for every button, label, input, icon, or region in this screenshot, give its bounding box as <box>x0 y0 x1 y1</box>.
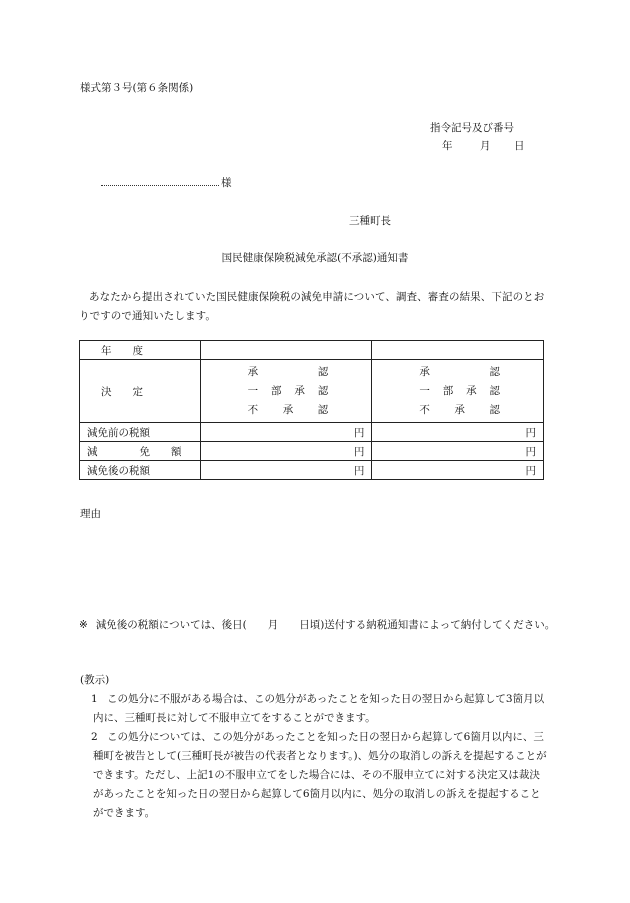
addressee-line <box>101 175 232 190</box>
year-cell-2 <box>372 341 544 360</box>
option-char: 承 <box>247 365 259 378</box>
date-month: 月 <box>480 140 491 152</box>
option-char: 承 <box>419 365 430 378</box>
date-line <box>442 138 525 153</box>
option-char: 承 <box>294 384 305 397</box>
before-tax-cell-1: 円 <box>200 423 372 442</box>
option-char: 一 <box>419 384 430 397</box>
decision-cell-2 <box>372 360 544 423</box>
instructions-heading: (教示) <box>80 674 110 686</box>
option-char: 承 <box>466 384 477 397</box>
before-tax-label-text: 減免前の税額 <box>87 426 150 439</box>
note-text: 減免後の税額については、後日( 月 日頃)送付する納税通知書によって納付してください。 <box>95 619 556 631</box>
after-tax-label <box>80 461 201 480</box>
instruction-text: この処分に不服がある場合は、この処分があったことを知った日の翌日から起算して3箇月以内に、三種町長に対して不服申立てをすることができます。 <box>93 693 545 724</box>
instruction-item-2 <box>80 728 550 823</box>
date-year: 年 <box>442 140 453 152</box>
instruction-text: この処分については、この処分があったことを知った日の翌日から起算して6箇月以内に、三種町を被告として(三種町長が被告の代表者となります。)、処分の取消しの訴えを提起することができます。ただし、上記1の不服申立てをした場合には、その不服申立てに対する決定又は裁決があったことを知った日の翌日から起算して6箇月以内に、処分の取消しの訴えを提起することができます。 <box>93 731 547 819</box>
option-char: 一 <box>247 384 259 397</box>
instruction-number: 2 <box>91 731 98 743</box>
option-partial <box>248 382 329 401</box>
decision-label-cell <box>80 360 201 423</box>
decision-label-text: 決 定 <box>101 385 143 398</box>
before-tax-cell-2: 円 <box>372 423 544 442</box>
year-label-text: 年 度 <box>101 344 143 357</box>
decision-label <box>87 384 194 399</box>
note-mark: ※ <box>79 619 88 631</box>
table-row-before-tax <box>80 423 544 442</box>
form-number: 様式第３号(第６条関係) <box>80 82 194 94</box>
after-tax-label-text: 減免後の税額 <box>87 464 150 477</box>
option-partial <box>419 382 500 401</box>
table-row-year <box>80 341 544 360</box>
option-char: 部 <box>442 384 454 397</box>
option-char: 不 <box>419 403 430 416</box>
before-tax-label <box>80 423 201 442</box>
option-approve <box>419 363 500 382</box>
after-tax-cell-2: 円 <box>372 461 544 480</box>
reduction-cell-1: 円 <box>200 442 372 461</box>
option-char: 認 <box>489 384 500 397</box>
option-char: 承 <box>282 403 294 416</box>
reason-label: 理由 <box>80 508 101 520</box>
table-row-reduction <box>80 442 544 461</box>
option-char: 部 <box>271 384 282 397</box>
table-row-decision <box>80 360 544 423</box>
reduction-label-text: 減 免 額 <box>87 445 182 458</box>
addressee-suffix: 様 <box>221 177 232 189</box>
option-reject <box>248 401 329 420</box>
option-reject <box>419 401 500 420</box>
after-tax-cell-1: 円 <box>200 461 372 480</box>
table-row-after-tax <box>80 461 544 480</box>
instructions-list <box>80 690 550 823</box>
sender: 三種町長 <box>349 215 391 227</box>
decision-options-2 <box>372 360 543 422</box>
reduction-cell-2: 円 <box>372 442 544 461</box>
option-char: 認 <box>489 403 500 416</box>
option-char: 認 <box>489 365 500 378</box>
decision-cell-1 <box>200 360 372 423</box>
year-label-cell <box>80 341 201 360</box>
body-text: あなたから提出されていた国民健康保険税の減免申請について、調査、審査の結果、下記のとおりですので通知いたします。 <box>79 291 545 322</box>
option-char: 不 <box>247 403 259 416</box>
instruction-item-1 <box>80 690 550 728</box>
option-char: 承 <box>454 403 465 416</box>
addressee-blank <box>101 175 219 186</box>
instruction-number: 1 <box>91 693 98 705</box>
note <box>79 615 559 635</box>
date-day: 日 <box>514 140 525 152</box>
option-char: 認 <box>317 403 329 416</box>
option-char: 認 <box>317 384 329 397</box>
decision-table <box>79 340 544 480</box>
year-label <box>87 343 194 358</box>
option-approve <box>248 363 329 382</box>
year-cell-1 <box>200 341 372 360</box>
reference-number-label: 指令記号及び番号 <box>430 122 514 134</box>
decision-options-1 <box>201 360 372 422</box>
option-char: 認 <box>317 365 329 378</box>
reduction-label <box>80 442 201 461</box>
document-title: 国民健康保険税減免承認(不承認)通知書 <box>221 252 409 264</box>
